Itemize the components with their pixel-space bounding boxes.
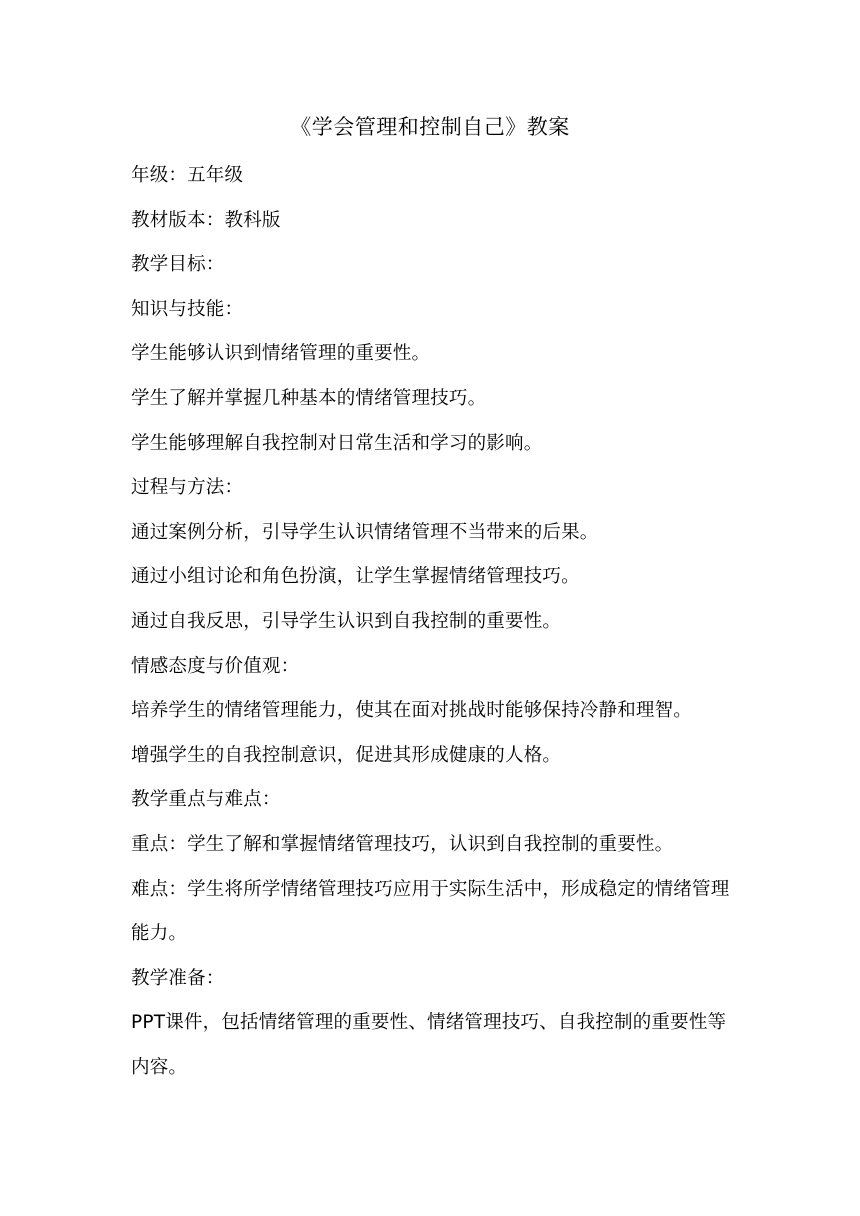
process-item-2: 通过小组讨论和角色扮演，让学生掌握情绪管理技巧。	[131, 566, 580, 588]
attitude-item-1: 培养学生的情绪管理能力，使其在面对挑战时能够保持冷静和理智。	[131, 700, 693, 722]
knowledge-skills-heading: 知识与技能：	[131, 298, 244, 320]
process-methods-heading: 过程与方法：	[131, 477, 244, 499]
knowledge-item-3: 学生能够理解自我控制对日常生活和学习的影响。	[131, 432, 543, 454]
key-point-line: 重点：学生了解和掌握情绪管理技巧，认识到自我控制的重要性。	[131, 833, 674, 855]
teaching-preparation-paragraph: PPT课件，包括情绪管理的重要性、情绪管理技巧、自我控制的重要性等内容。	[131, 1012, 727, 1078]
process-item-3: 通过自我反思，引导学生认识到自我控制的重要性。	[131, 610, 562, 632]
textbook-version-line: 教材版本：教科版	[131, 209, 281, 231]
document-title: 《学会管理和控制自己》教案	[290, 115, 570, 139]
knowledge-item-1: 学生能够认识到情绪管理的重要性。	[131, 343, 431, 365]
key-difficult-points-heading: 教学重点与难点：	[131, 789, 281, 811]
attitude-item-2: 增强学生的自我控制意识，促进其形成健康的人格。	[131, 744, 562, 766]
attitude-values-heading: 情感态度与价值观：	[131, 655, 300, 677]
knowledge-item-2: 学生了解并掌握几种基本的情绪管理技巧。	[131, 387, 487, 409]
difficult-point-paragraph: 难点：学生将所学情绪管理技巧应用于实际生活中，形成稳定的情绪管理能力。	[131, 878, 730, 945]
teaching-objectives-heading: 教学目标：	[131, 254, 225, 276]
process-item-1: 通过案例分析，引导学生认识情绪管理不当带来的后果。	[131, 521, 599, 543]
teaching-preparation-heading: 教学准备：	[131, 967, 225, 989]
grade-line: 年级：五年级	[131, 165, 244, 186]
document-body	[131, 154, 737, 1090]
